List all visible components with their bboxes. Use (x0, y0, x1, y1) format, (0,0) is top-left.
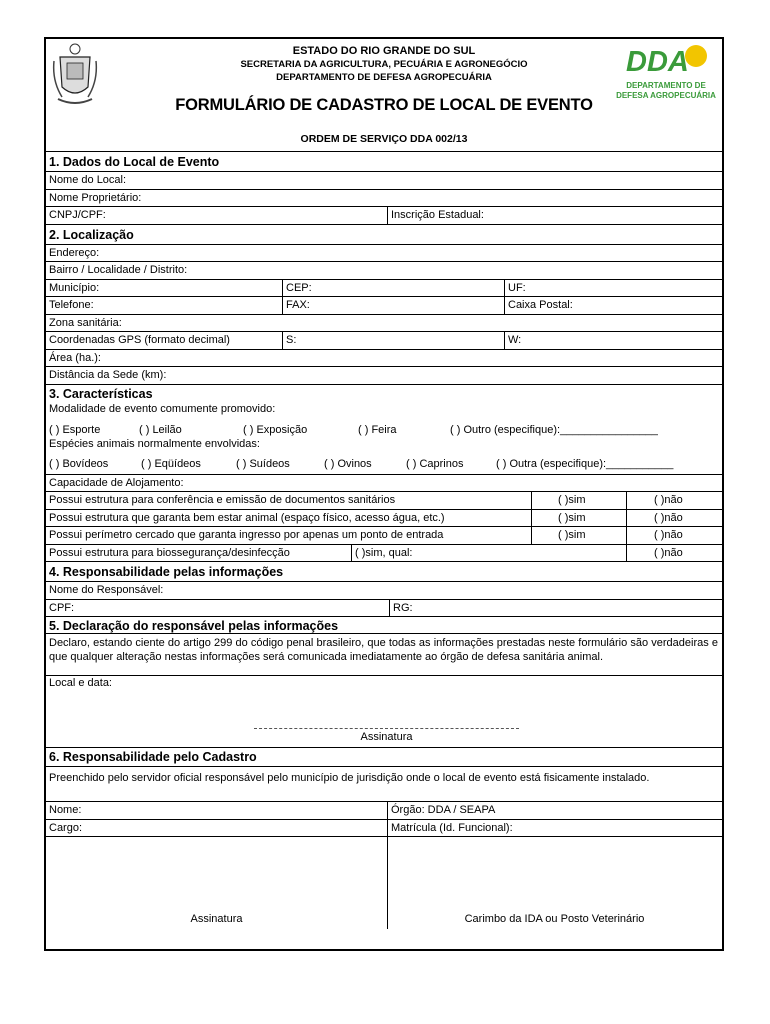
label-capacidade: Capacidade de Alojamento: (49, 476, 184, 489)
checkbox-suideos[interactable]: ( ) Suídeos (236, 457, 290, 470)
row-cpf-rg (46, 600, 722, 618)
section-2-title: 2. Localização (46, 225, 722, 245)
label-gps: Coordenadas GPS (formato decimal) (49, 334, 230, 346)
field-caixa-postal[interactable]: Caixa Postal: (504, 297, 573, 314)
row-species (46, 457, 722, 475)
question-documentos: Possui estrutura para conferência e emissão de documentos sanitários (49, 494, 396, 506)
checkbox-feira[interactable]: ( ) Feira (358, 423, 397, 436)
field-rg[interactable]: RG: (389, 600, 413, 617)
local-data-signature-box[interactable] (46, 676, 722, 748)
row-cnpj (46, 207, 722, 225)
checkbox-ovinos[interactable]: ( ) Ovinos (324, 457, 372, 470)
checkbox-outro-evento[interactable]: ( ) Outro (especifique):________________ (450, 423, 658, 436)
row-question-3 (46, 527, 722, 545)
cadastro-text: Preenchido pelo servidor oficial responsável pelo município de jurisdição onde o local de evento está fisicamente instalado. (46, 767, 722, 802)
label-local-data: Local e data: (49, 677, 112, 689)
dda-logo-line1: DEPARTAMENTO DE (626, 81, 706, 90)
field-uf[interactable]: UF: (504, 280, 526, 297)
field-nome-responsavel[interactable] (46, 582, 722, 600)
field-gps-w[interactable]: W: (504, 332, 521, 349)
field-inscricao-estadual[interactable]: Inscrição Estadual: (387, 207, 484, 224)
signature-line (254, 728, 519, 729)
checkbox-leilao[interactable]: ( ) Leilão (139, 423, 182, 436)
field-fax[interactable]: FAX: (282, 297, 310, 314)
label-especies: Espécies animais normalmente envolvidas: (49, 437, 260, 450)
checkbox-caprinos[interactable]: ( ) Caprinos (406, 457, 464, 470)
field-endereco[interactable] (46, 245, 722, 263)
row-question-1 (46, 492, 722, 510)
header-state: ESTADO DO RIO GRANDE DO SUL (292, 45, 476, 57)
section-5-title: 5. Declaração do responsável pelas informações (46, 617, 722, 634)
row-cargo-matricula (46, 820, 722, 838)
label-assinatura-responsavel: Assinatura (360, 731, 413, 743)
dda-logo (616, 44, 716, 98)
field-distancia[interactable] (46, 367, 722, 385)
row-gps (46, 332, 722, 350)
question-perimetro: Possui perímetro cercado que garanta ingresso por apenas um ponto de entrada (49, 529, 444, 541)
label-endereco: Endereço: (49, 246, 100, 259)
label-assinatura-servidor[interactable]: Assinatura (190, 913, 243, 925)
svg-text:DDA: DDA (626, 46, 689, 76)
checkbox-equideos[interactable]: ( ) Eqüídeos (141, 457, 201, 470)
row-question-2 (46, 510, 722, 528)
checkbox-exposicao[interactable]: ( ) Exposição (243, 423, 308, 436)
field-zona-sanitaria[interactable] (46, 315, 722, 333)
question-bem-estar: Possui estrutura que garanta bem estar animal (espaço físico, acesso água, etc.) (49, 511, 445, 524)
label-modalidade: Modalidade de evento comumente promovido: (49, 402, 276, 415)
label-zona-sanitaria: Zona sanitária: (49, 316, 122, 329)
label-bairro: Bairro / Localidade / Distrito: (49, 264, 188, 276)
field-bairro[interactable] (46, 262, 722, 280)
field-capacidade[interactable] (46, 475, 722, 493)
form-title: FORMULÁRIO DE CADASTRO DE LOCAL DE EVENTO (175, 96, 593, 114)
field-telefone[interactable]: Telefone: (49, 299, 94, 311)
label-orgao: Órgão: DDA / SEAPA (387, 802, 495, 819)
checkbox-q1-nao[interactable]: ( )não (626, 492, 683, 509)
signature-stamp-box (46, 837, 722, 929)
checkbox-q3-sim[interactable]: ( )sim (531, 527, 626, 544)
field-nome-servidor[interactable]: Nome: (49, 804, 82, 816)
field-cpf[interactable]: CPF: (49, 601, 75, 614)
field-cnpj[interactable]: CNPJ/CPF: (49, 209, 106, 221)
question-biosseguranca: Possui estrutura para biossegurança/desinfecção (49, 546, 290, 559)
field-matricula[interactable]: Matrícula (Id. Funcional): (387, 820, 513, 837)
header-secretariat: SECRETARIA DA AGRICULTURA, PECUÁRIA E AGRONEGÓCIO (240, 59, 528, 70)
label-nome-responsavel: Nome do Responsável: (49, 584, 164, 596)
field-cargo[interactable]: Cargo: (49, 821, 83, 834)
dda-logo-icon (616, 44, 716, 76)
service-order: ORDEM DE SERVIÇO DDA 002/13 (300, 133, 468, 145)
section-3-title: 3. Características (49, 386, 153, 401)
dda-logo-line2: DEFESA AGROPECUÁRIA (616, 91, 716, 100)
section-4-title: 4. Responsabilidade pelas informações (46, 562, 722, 582)
checkbox-bovideos[interactable]: ( ) Bovídeos (49, 457, 109, 470)
checkbox-q1-sim[interactable]: ( )sim (531, 492, 626, 509)
form-header (46, 39, 722, 152)
field-gps-s[interactable]: S: (282, 332, 296, 349)
checkbox-outra-especie[interactable]: ( ) Outra (especifique):___________ (496, 457, 674, 470)
row-nome-orgao (46, 802, 722, 820)
label-area: Área (ha.): (49, 351, 101, 364)
row-question-4 (46, 545, 722, 563)
field-area[interactable] (46, 350, 722, 368)
label-carimbo[interactable]: Carimbo da IDA ou Posto Veterinário (464, 913, 645, 925)
checkbox-q3-nao[interactable]: ( )não (626, 527, 683, 544)
checkbox-q4-sim[interactable]: ( )sim, qual: (351, 545, 626, 562)
row-event-types (46, 423, 722, 437)
checkbox-q2-sim[interactable]: ( )sim (531, 510, 626, 527)
field-municipio[interactable]: Município: (49, 281, 100, 294)
checkbox-esporte[interactable]: ( ) Esporte (49, 423, 101, 436)
section-6-title: 6. Responsabilidade pelo Cadastro (46, 748, 722, 767)
row-telefone (46, 297, 722, 315)
field-cep[interactable]: CEP: (282, 280, 312, 297)
checkbox-q4-nao[interactable]: ( )não (626, 545, 683, 562)
label-nome-proprietario: Nome Proprietário: (49, 191, 142, 204)
checkbox-q2-nao[interactable]: ( )não (626, 510, 683, 527)
label-nome-local: Nome do Local: (49, 174, 127, 186)
header-department: DEPARTAMENTO DE DEFESA AGROPECUÁRIA (276, 72, 492, 83)
declaration-text: Declaro, estando ciente do artigo 299 do código penal brasileiro, que todas as informações prestadas neste formulário são verdadeiras e que qualquer alteração nestas informações será comunicada imediatamente ao órgão de defesa sanitária animal. (46, 634, 722, 676)
section-1-title: 1. Dados do Local de Evento (46, 152, 722, 172)
label-distancia: Distância da Sede (km): (49, 369, 167, 381)
row-municipio (46, 280, 722, 298)
field-nome-local[interactable] (46, 172, 722, 190)
event-site-registration-form (44, 37, 724, 951)
field-nome-proprietario[interactable] (46, 190, 722, 208)
